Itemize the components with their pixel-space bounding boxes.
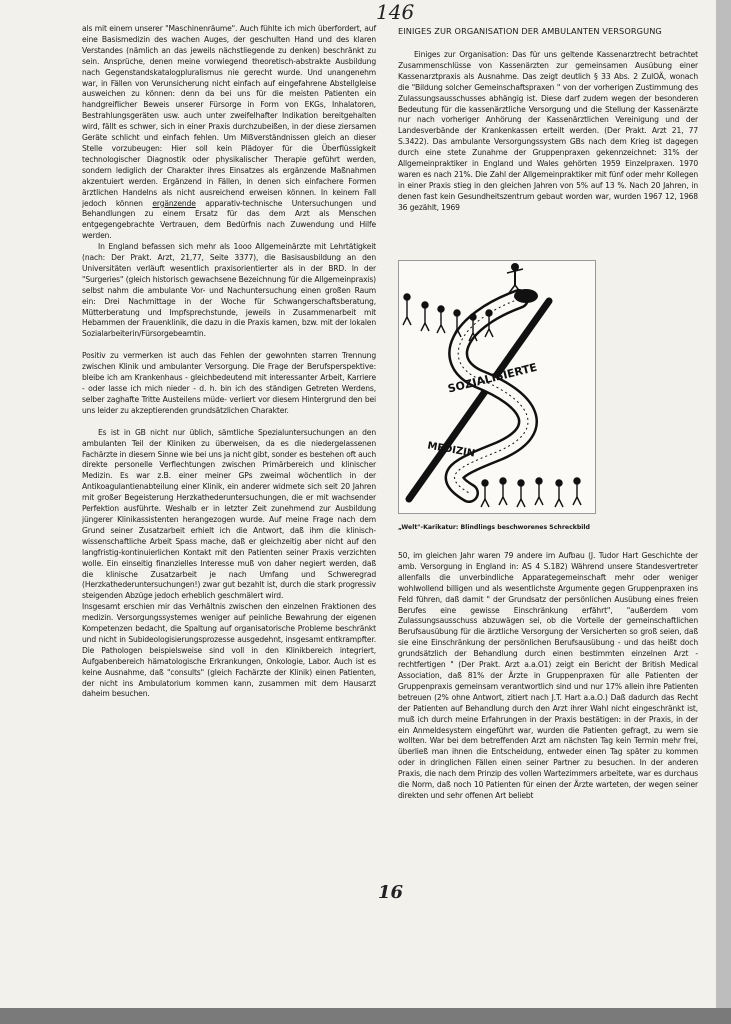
cartoon-caption: „Welt"-Karikatur: Blindlings beschworenes Schreckbild bbox=[398, 524, 590, 531]
scan-background bbox=[0, 1008, 731, 1024]
right-column-top bbox=[398, 50, 698, 214]
page-edge bbox=[716, 0, 731, 1008]
cartoon-drawing bbox=[399, 261, 595, 513]
handwritten-page-number-bottom: 16 bbox=[378, 882, 404, 903]
banner-text-1: SOZIALISIERTE bbox=[446, 360, 539, 396]
section-heading: EINIGES ZUR ORGANISATION DER AMBULANTEN VERSORGUNG bbox=[398, 26, 662, 36]
left-paragraph-5: Insgesamt erschien mir das Verhältnis zwischen den einzelnen Fraktionen des medizin. Versorgungssystemes weniger auf peinliche Bewahrung der eigenen Kompetenzen bedacht, die Spaltung auf organisatorische Probleme beschränkt und nicht in Subideologisierungsprozesse ausgedehnt, insgesamt entkrampfter. Die Pathologen beispielsweise sind voll in den Klinikbereich integriert, Aufgabenbereich hämatologische Erkrankungen, Onkologie, Labor. Auch ist es keine Ausnahme, daß "consults" (gleich Fachärzte der Klinik) einen Patienten, der nicht ins Ambulatorium kommen kann, zusammen mit dem Hausarzt daheim besuchen. bbox=[82, 602, 376, 699]
right-paragraph-2: 50, im gleichen Jahr waren 79 andere im Aufbau (J. Tudor Hart Geschichte der amb. Versorgung in England in: AS 4 S.182) Während unsere Standesvertreter allenfalls die unverbindliche Apparategemeinschaft mehr oder weniger wohlwollend billigen und als wesentlichste Argumente gegen Gruppenpraxen ins Feld führen, daß damit " der Grundsatz der persönlichen Ausübung eines freien Berufes eine gewisse Einschränkung erfährt", "außerdem vom Zulassungsausschuss abzuwägen sei, ob die Vorteile der gemeinschaftlichen Berufsausübung für die ärztliche Versorgung der Versicherten so groß seien, daß sie eine Einschränkung der persönlichen Berufsausübung - und das heißt doch grundsätzlich der Behandlung durch einen bestimmten einzelnen Arzt - rechtfertigen " (Der Prakt. Arzt a.a.O1) zeigt ein Bericht der British Medical Association, daß 81% der Ärzte in Gruppenpraxen für alle Patienten der Gruppenpraxis gemeinsam verantwortlich sind und nur 17% allein ihre Patienten betreuen (2% ohne Antwort, zitiert nach J.T. Hart a.a.O.) Daß dadurch das Recht der Patienten auf Behandlung durch den Arzt ihrer Wahl nicht eingeschränkt ist, muß ich durch meine Erfahrungen in der Praxis bestätigen: in der Praxis, in der ein Anmeldesystem eingeführt war, wurden die Patienten gefragt, zu wem sie wollten. War bei dem betreffenden Arzt am nächsten Tag kein Termin mehr frei, überließ man ihnen die Entscheidung, entweder einen Tag später zu kommen oder in dringlichen Fällen einen seiner Partner zu besuchen. In der anderen Praxis, die nach dem Prinzip des vollen Wartezimmers arbeitete, war es durchaus die Norm, daß noch 10 Patienten für einen der Ärzte warteten, der wegen seiner direkten und sehr offenen Art beliebt bbox=[398, 551, 698, 800]
right-paragraph-1: Einiges zur Organisation: Das für uns geltende Kassenarztrecht betrachtet Zusammenschlüsse von Kassenärzten zur gemeinsamen Ausübung einer Kassenarztpraxis als Ausnahme. Das zeigt deutlich § 33 Abs. 2 ZulOÄ, wonach die "Bildung solcher Gemeinschaftspraxen " von der vorherigen Zustimmung des Zulassungsausschusses abhängig ist. Diese darf zudem wegen der besonderen Bedeutung für die kassenärztliche Versorgung und die Stellung der Kassenärzte nur nach vorheriger Anhörung der Kassenärztlichen Vereinigung und der Landesverbände der Krankenkassen erteilt werden. (Der Prakt. Arzt 21, 77 S.3422). Das ambulante Versorgungssystem GBs nach dem Krieg ist dagegen durch eine stete Zunahme der Gruppenpraxen gekennzeichnet: 31% der Allgemeinpraktiker in England und Wales gehörten 1959 Einzelpraxen. 1970 waren es nach 21%. Die Zahl der Allgemeinpraktiker mit fünf oder mehr Kollegen in einer Praxis stieg in den gleichen Jahren von 5% auf 13 %. Nach 20 Jahren, in denen fast kein Gesundheitszentrum gebaut worden war, wurden 1967 12, 1968 36 gezählt, 1969 bbox=[398, 50, 698, 212]
handwritten-page-number-top: 146 bbox=[376, 0, 415, 24]
cartoon-illustration bbox=[398, 260, 596, 514]
underlined-word: ergänzende bbox=[152, 198, 196, 208]
right-column-bottom bbox=[398, 551, 698, 802]
left-paragraph-1: als mit einem unserer "Maschinenräume". Auch fühlte ich mich überfordert, auf eine Basismedizin des wachen Auges, der geschulten Hand und des klaren Verstandes (nämlich an das jeweils nächstliegende zu denken) beschränkt zu sein. Ansprüche, denen meine vorwiegend theoretisch-abstrakte Ausbildung nach Gegenstandskatalogpluralismus nie gerecht wurde. Und unangenehm war, in Fällen von Verunsicherung nicht einfach auf eingefahrene Abstellgleise ausweichen zu können: denn da bei uns für die meisten Patienten ein handgreiflicher Beweis unserer Fürsorge in Form von EKGs, Inhalatoren, Bestrahlungsgeräten usw. auch unter zweifelhafter Indikation bereitgehalten wird, fällt es schwer, sich in einer Praxis durchzubeißen, in der diese ziersamen Geräte schlicht und einfach fehlen. Um Mißverständnissen gleich an dieser Stelle vorzubeugen: Hier soll kein Plädoyer für die Überflüssigkeit technologischer Diagnostik oder physikalischer Therapie geführt werden, sondern lediglich der Charakter ihres Einsatzes als ergänzende Maßnahmen akzentuiert werden. Ergänzend in Fällen, in denen sich einfachere Formen ärztlichen Handelns als nicht ausreichend erweisen können. In keinem Fall jedoch können ergänzende apparativ-technische Untersuchungen und Behandlungen zu einem Ersatz für das dem Arzt als Menschen entgegengebrachte Vertrauen, dem Bedürfnis nach Zuwendung und Hilfe werden. bbox=[82, 24, 376, 241]
left-paragraph-4: Es ist in GB nicht nur üblich, sämtliche Spezialuntersuchungen an den ambulanten Teil der Kliniken zu überweisen, da es die niedergelassenen Fachärzte in diesem Sinne wie bei uns ja nicht gibt, sonder es bestehen oft auch direkte personelle Verflechtungen zwischen Primärbereich und klinischer Medizin. Es war z.B. einer meiner GPs zweimal wöchentlich in der Antikoagulantienabteilung einer Klinik, ein anderer widmete sich seit 20 Jahren mit großer Begeisterung Herzkathederuntersuchungen, die er mit wachsender Perfektion ausführte. Weshalb er in letzter Zeit zunehmend zur Ausbildung jüngerer Klinikassistenten herangezogen wurde. Auf meine Frage nach dem Grund seiner Zusatzarbeit erhielt ich die Antwort, daß ihm die klinisch-wissenschaftliche Arbeit Spass mache, daß er gleichzeitig aber nicht auf den langfristig-kontinuierlichen Kontakt mit den Patienten seiner Praxis verzichten wolle. Ein einseitig finanzielles Interesse muß von daher negiert werden, daß die klinische Zusatzarbeit je nach Umfang und Schweregrad (Herzkathederuntersuchungen!) zwar gut bezahlt ist, durch die stark progressiv steigenden Abzüge jedoch erheblich geschmälert wird. bbox=[82, 427, 376, 601]
left-paragraph-2: In England befassen sich mehr als 1ooo Allgemeinärzte mit Lehrtätigkeit (nach: Der Prakt. Arzt, 21,77, Seite 3377), die Basisausbildung an den Universitäten verläuft wesentlich praxisorientierter als in der BRD. In der "Surgeries" (gleich historisch gewachsene Bezeichnung für die Allgemeinpraxis) selbst nahm die ambulante Vor- und Nachuntersuchung einen großen Raum ein: Drei Nachmittage in der Woche für Schwangerschaftsberatung, Mütterberatung und Impfsprechstunde, jeweils in Zusammenarbeit mit Hebammen der Frauenklinik, die dazu in die Praxis kamen, bzw. mit der lokalen Sozialarbeiterin/Fürsorgebeamtin. bbox=[82, 242, 376, 339]
banner-text-2: MEDIZIN bbox=[426, 440, 476, 460]
left-column bbox=[82, 24, 376, 700]
left-paragraph-3: Positiv zu vermerken ist auch das Fehlen der gewohnten starren Trennung zwischen Klinik und ambulanter Versorgung. Die Frage der Berufsperspektive: bleibe ich am Krankenhaus - gleichbedeutend mit interessanter Arbeit, Karriere - oder lasse ich mich nieder - d. h. bin ich des ständigen Getreten Werdens, selber zaghafte Tritte Austeilens müde- verliert vor diesem Hintergrund den bei uns leider zu akzeptierenden grundsätzlichen Charakter. bbox=[82, 351, 376, 415]
